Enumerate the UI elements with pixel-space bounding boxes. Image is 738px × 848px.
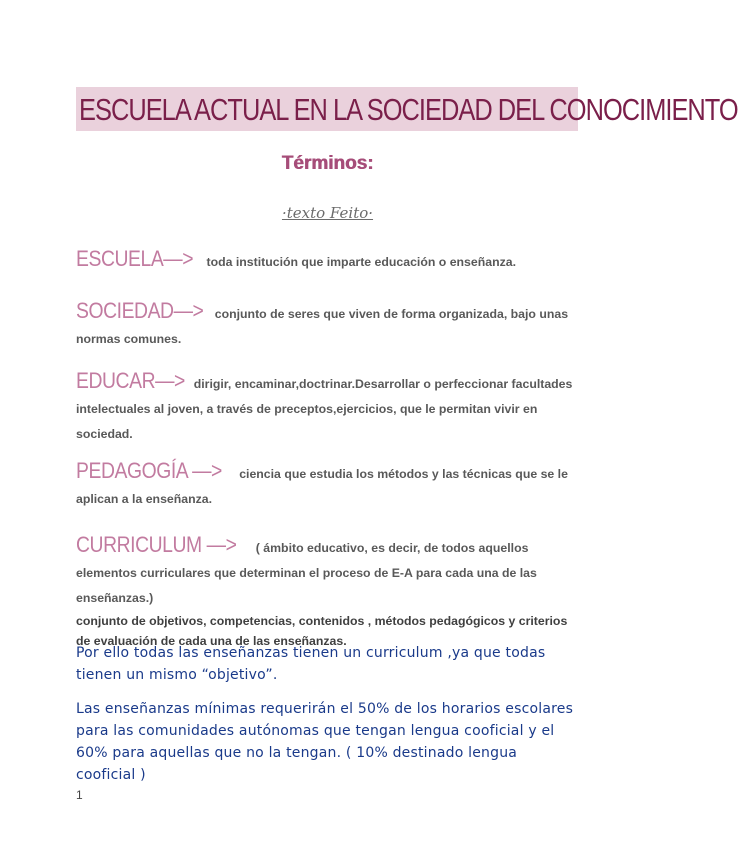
term-label: EDUCAR—>: [76, 368, 185, 393]
term-definition-extra: conjunto de objetivos, competencias, contenidos , métodos pedagógicos y criterios de evaluación de cada una de las enseñanzas.: [76, 614, 568, 648]
term-label: CURRICULUM —>: [76, 532, 237, 557]
source-label: ·texto Feito·: [281, 204, 374, 222]
term-escuela: [76, 246, 576, 275]
paragraph-curriculum: Por ello todas las enseñanzas tienen un curriculum ,ya que todas tienen un mismo “objetivo”.: [76, 645, 546, 683]
terms-heading: Términos:: [281, 153, 374, 174]
term-definition: dirigir, encaminar,doctrinar.Desarrollar o perfeccionar facultades intelectuales al joven, a través de preceptos,ejercicios, que le permitan vivir en sociedad.: [76, 377, 573, 441]
document-title: ESCUELA ACTUAL EN LA SOCIEDAD DEL CONOCIMIENTO: [79, 92, 738, 127]
term-definition: toda institución que imparte educación o enseñanza.: [203, 255, 517, 269]
term-definition: ( ámbito educativo, es decir, de todos aquellos elementos curriculares que determinan el proceso de E-A para cada una de las enseñanzas.): [76, 541, 537, 605]
term-definition: ciencia que estudia los métodos y las técnicas que se le aplican a la enseñanza.: [76, 467, 568, 506]
term-pedagogia: [76, 458, 576, 512]
term-sociedad: [76, 298, 576, 352]
term-definition: conjunto de seres que viven de forma organizada, bajo unas normas comunes.: [76, 307, 569, 346]
paragraph-ensenanzas-minimas: Las enseñanzas mínimas requerirán el 50% de los horarios escolares para las comunidades autónomas que tengan lengua cooficial y el 60% para aquellas que no la tengan. ( 10% destinado lengua cooficial ): [76, 701, 574, 783]
term-curriculum: [76, 532, 576, 651]
term-label: PEDAGOGÍA —>: [76, 458, 222, 483]
term-label: SOCIEDAD—>: [76, 298, 204, 323]
term-label: ESCUELA—>: [76, 246, 194, 271]
page-number: 1: [76, 788, 83, 802]
term-educar: [76, 368, 576, 447]
